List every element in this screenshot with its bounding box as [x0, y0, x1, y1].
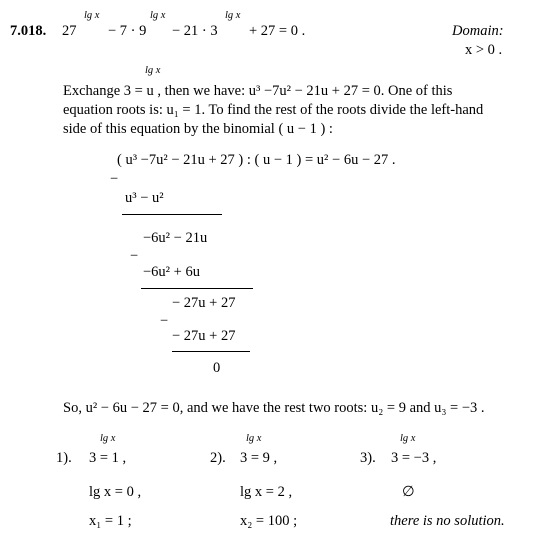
equation-exponent-3: lg x [225, 10, 241, 21]
equation-exponent-1: lg x [84, 10, 100, 21]
intro-line-1: Exchange 3 = u , then we have: u³ −7u² − 21u + 27 = 0. One of this [63, 83, 453, 99]
equation-base: 27 [62, 23, 77, 39]
division-subtrahend-1: u³ − u² [125, 190, 164, 206]
equation-tail: + 27 = 0 . [249, 23, 306, 39]
domain-label: Domain: [452, 23, 504, 39]
case-2-label: 2). [210, 450, 226, 466]
case-1-step: lg x = 0 , [89, 484, 142, 500]
division-minus-3: − [160, 313, 169, 329]
case-3-result: there is no solution. [390, 513, 505, 529]
case-3-label: 3). [360, 450, 376, 466]
division-minus-2: − [130, 248, 139, 264]
equation-term-2: − 7 · 9 [108, 23, 147, 39]
case-1-label: 1). [56, 450, 72, 466]
case-2-equation: 3 = 9 , [240, 450, 278, 466]
equation-exponent-2: lg x [150, 10, 166, 21]
case-1-equation: 3 = 1 , [89, 450, 127, 466]
case-2-result: x₂ = 100 ; [240, 513, 298, 529]
division-rule-1 [122, 214, 222, 215]
intro-line-2: equation roots is: u₁ = 1. To find the rest of the roots divide the left-hand [63, 102, 484, 118]
conclusion-line: So, u² − 6u − 27 = 0, and we have the rest two roots: u₂ = 9 and u₃ = −3 . [63, 400, 485, 416]
case-3-exponent: lg x [400, 433, 416, 444]
domain-value: x > 0 . [465, 42, 503, 58]
case-2-exponent: lg x [246, 433, 262, 444]
division-header: ( u³ −7u² − 21u + 27 ) : ( u − 1 ) = u² − 6u − 27 . [117, 152, 396, 168]
division-final-remainder: 0 [213, 360, 221, 376]
problem-number: 7.018. [10, 23, 47, 39]
empty-set-icon: ∅ [402, 484, 415, 500]
intro-line-3: side of this equation by the binomial ( u − 1 ) : [63, 121, 333, 137]
division-rule-3 [172, 351, 250, 352]
case-1-result: x₁ = 1 ; [89, 513, 132, 529]
division-remainder-2: − 27u + 27 [172, 295, 236, 311]
division-minus-1: − [110, 171, 119, 187]
intro-exponent: lg x [145, 65, 161, 76]
case-2-step: lg x = 2 , [240, 484, 293, 500]
equation-term-3: − 21 · 3 [172, 23, 218, 39]
division-remainder-1: −6u² − 21u [143, 230, 208, 246]
division-subtrahend-2: −6u² + 6u [143, 264, 200, 280]
case-3-equation: 3 = −3 , [391, 450, 437, 466]
division-rule-2 [141, 288, 253, 289]
division-subtrahend-3: − 27u + 27 [172, 328, 236, 344]
case-1-exponent: lg x [100, 433, 116, 444]
